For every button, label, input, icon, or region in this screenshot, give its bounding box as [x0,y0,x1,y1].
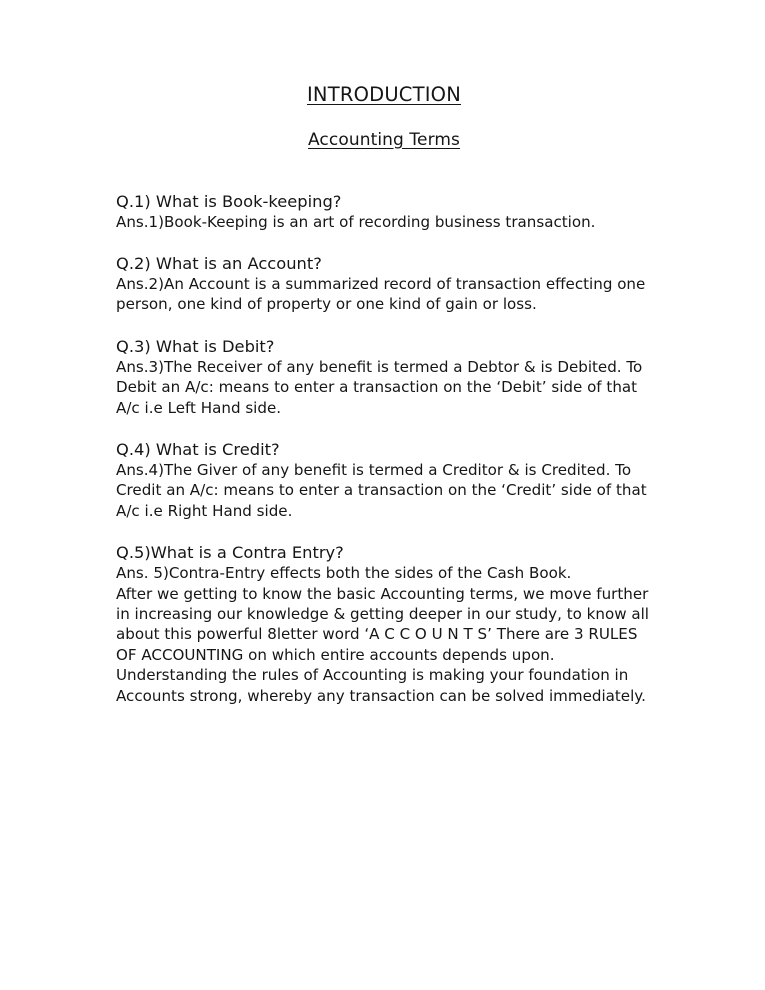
answer-text: Ans.4)The Giver of any benefit is termed a Creditor & is Credited. To Credit an A/c: means to enter a transaction on the ‘Credit’ side of that A/c i.e Right Hand side. [116,460,652,520]
answer-text: Ans.3)The Receiver of any benefit is termed a Debtor & is Debited. To Debit an A/c: means to enter a transaction on the ‘Debit’ side of that A/c i.e Left Hand side. [116,357,648,417]
question-text: Q.5)What is a Contra Entry? [116,543,344,563]
qa-list [116,149,652,707]
page-title-text: INTRODUCTION [306,83,462,106]
answer-text: Ans.1)Book-Keeping is an art of recording business transaction. [116,212,596,231]
page-subtitle [116,105,652,149]
qa-block [116,191,652,232]
qa-block [116,253,652,315]
question-text: Q.1) What is Book-keeping? [116,191,342,211]
answer-text: Ans. 5)Contra-Entry effects both the sides of the Cash Book. [116,564,572,583]
document-body [116,0,652,706]
answer-paragraph: After we getting to know the basic Accounting terms, we move further in increasing our knowledge & getting deeper in our study, to know all about this powerful 8letter word ‘A C C O U N T S’ There are 3 RULES OF ACCOUNTING on which entire accounts depends upon. Understanding the rules of Accounting is making your foundation in Accounts strong, whereby any transaction can be solved immediately. [116,584,654,705]
qa-block [116,542,652,706]
page-subtitle-text: Accounting Terms [308,129,460,150]
question-text: Q.3) What is Debit? [116,336,275,356]
question-text: Q.2) What is an Account? [116,253,322,273]
page-title [116,0,652,105]
answer-text: Ans.2)An Account is a summarized record of transaction effecting one person, one kind of property or one kind of gain or loss. [116,274,651,314]
qa-block [116,439,652,521]
qa-block [116,336,652,418]
question-text: Q.4) What is Credit? [116,439,280,459]
